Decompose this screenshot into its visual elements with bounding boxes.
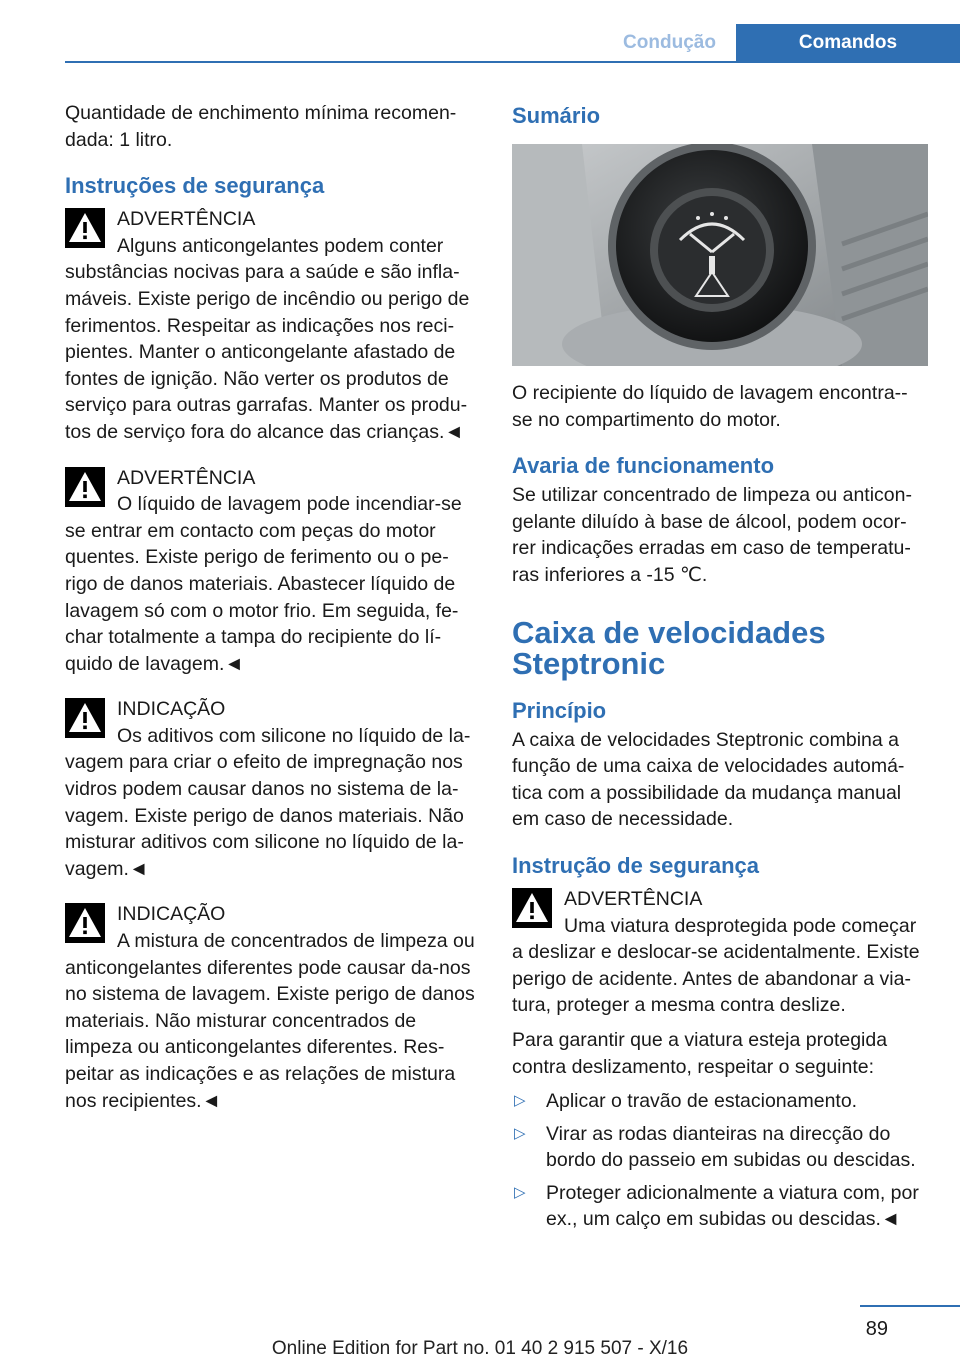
- washer-reservoir-cap-photo: [512, 144, 928, 366]
- guarantee-text: Para garantir que a viatura esteja protegida contra deslizamento, respeitar o seguinte:: [512, 1028, 888, 1078]
- triangle-bullet-icon: ▷: [514, 1092, 526, 1110]
- list-item-text: Proteger adicionalmente a viatura com, por ex., um calço em subidas ou descidas.◄: [546, 1181, 919, 1231]
- page-number: 89: [865, 1318, 888, 1340]
- warning-block: [65, 206, 477, 445]
- warning-text: O líquido de lavagem pode incendiar-se se entrar em contacto com peças do motor quentes. Existe perigo de ferimento ou o pe-rigo de danos materiais. Abastecer líquido de lavagem só com o motor frio. Em seguida, fe-char totalmente a tampa do recipiente do lí-quido de lavagem.◄: [65, 493, 462, 675]
- notice-block: [65, 696, 477, 882]
- left-column: [65, 100, 477, 1133]
- warning-triangle-icon: [65, 467, 105, 507]
- edition-footer: Online Edition for Part no. 01 40 2 915 507 - X/16: [271, 1338, 689, 1359]
- warning-triangle-icon: [65, 698, 105, 738]
- notice-block: [65, 901, 477, 1114]
- safety-instruction-heading: Instrução de segurança: [512, 852, 759, 878]
- notice-title: INDICAÇÃO: [117, 903, 226, 926]
- triangle-bullet-icon: ▷: [514, 1124, 526, 1142]
- warning-text: Alguns anticongelantes podem conter substâncias nocivas para a saúde e são infla-máveis. Existe perigo de incêndio ou perigo de ferimentos. Respeitar as indicações nos reci-pientes. Manter o anticongelante afastado de fontes de ignição. Não verter os produtos de serviço para outras garrafas. Manter os produ-tos de serviço fora do alcance das crianças.◄: [65, 234, 470, 443]
- warning-triangle-icon: [512, 888, 552, 928]
- list-item: [512, 1088, 928, 1115]
- footer-rule: [860, 1305, 960, 1307]
- precaution-list: [512, 1088, 928, 1233]
- principle-heading: Princípio: [512, 697, 607, 723]
- triangle-bullet-icon: ▷: [514, 1183, 526, 1201]
- warning-block: [65, 465, 477, 678]
- principle-text: A caixa de velocidades Steptronic combina a função de uma caixa de velocidades automá-tica com a possibilidade da mudança manual em caso de necessidade.: [512, 728, 905, 831]
- list-item: [512, 1121, 928, 1174]
- tab-comandos[interactable]: Comandos: [736, 24, 960, 62]
- list-item-text: Aplicar o travão de estacionamento.: [546, 1090, 858, 1113]
- list-item: [512, 1180, 928, 1233]
- notice-title: INDICAÇÃO: [117, 698, 226, 721]
- warning-block: [512, 886, 928, 1019]
- notice-text: Os aditivos com silicone no líquido de la-vagem para criar o efeito de impregnação nos vidros podem causar danos no sistema de la-vagem. Existe perigo de danos materiais. Não misturar aditivos com silicone no líquido de la-vagem.◄: [65, 724, 471, 880]
- header-rule: [65, 61, 960, 63]
- notice-text: A mistura de concentrados de limpeza ou anticongelantes diferentes pode causar da-nos no sistema de lavagem. Existe perigo de danos materiais. Não misturar concentrados de limpeza ou anticongelantes diferentes. Res-peitar as indicações e as relações de mistura nos recipientes.◄: [65, 930, 475, 1112]
- warning-title: ADVERTÊNCIA: [117, 208, 256, 231]
- photo-caption: O recipiente do líquido de lavagem encontra--se no compartimento do motor.: [512, 382, 908, 431]
- section-title: Caixa de velocidades Steptronic: [512, 614, 826, 681]
- summary-heading: Sumário: [512, 103, 601, 128]
- warning-triangle-icon: [65, 903, 105, 943]
- warning-text: Uma viatura desprotegida pode começar a deslizar e deslocar-se acidentalmente. Existe perigo de acidente. Antes de abandonar a via-tura, proteger a mesma contra deslize.: [512, 914, 920, 1017]
- malfunction-text: Se utilizar concentrado de limpeza ou anticon-gelante diluído à base de álcool, podem ocor-rer indicações erradas em caso de temperatu-ras inferiores a -15 ℃.: [512, 484, 912, 586]
- list-item-text: Virar as rodas dianteiras na direcção do bordo do passeio em subidas ou descidas.: [546, 1122, 916, 1172]
- warning-title: ADVERTÊNCIA: [117, 466, 256, 489]
- warning-triangle-icon: [65, 208, 105, 248]
- malfunction-heading: Avaria de funcionamento: [512, 453, 775, 479]
- tab-conducao[interactable]: Condução: [604, 24, 735, 62]
- warning-title: ADVERTÊNCIA: [564, 887, 703, 910]
- safety-heading: Instruções de segurança: [65, 173, 325, 199]
- intro-text: Quantidade de enchimento mínima recomen-dada: 1 litro.: [65, 102, 457, 151]
- right-column: [512, 100, 928, 1239]
